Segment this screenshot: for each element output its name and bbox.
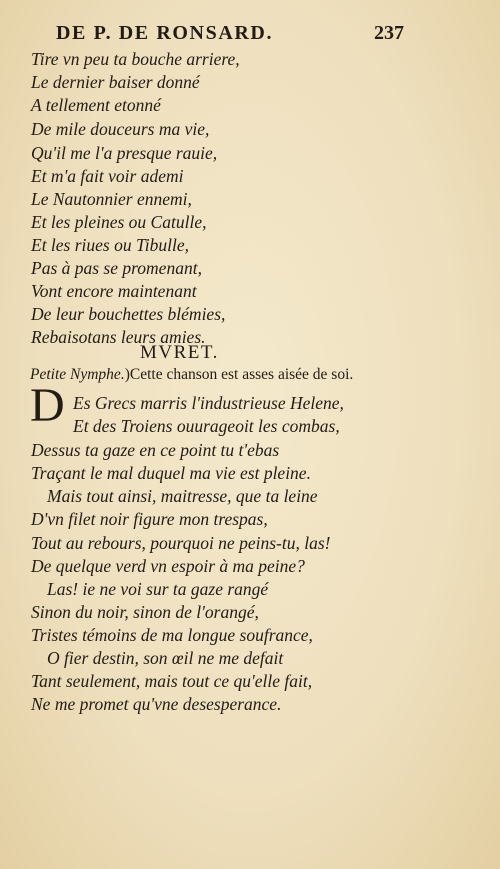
verse-line: De mile douceurs ma vie, (31, 119, 210, 139)
commentary-heading: MVRET. (140, 342, 219, 363)
page-number: 237 (374, 22, 404, 44)
drop-cap: D (30, 379, 65, 432)
commentary-cue: Petite Nymphe. (30, 366, 125, 383)
verse-line: Sinon du noir, sinon de l'orangé, (31, 602, 259, 622)
verse-line: Tristes témoins de ma longue soufrance, (31, 625, 313, 645)
verse-line: De quelque verd vn espoir à ma peine? (31, 556, 305, 576)
verse-line: Tant seulement, mais tout ce qu'elle fait, (31, 671, 313, 691)
verse-line: Et des Troiens ouurageoit les combas, (73, 416, 340, 436)
verse-line: Las! ie ne voi sur ta gaze rangé (47, 579, 269, 599)
verse-line: Qu'il me l'a presque rauie, (31, 143, 218, 163)
verse-line: Tire vn peu ta bouche arriere, (31, 49, 240, 69)
verse-line: Vont encore maintenant (31, 281, 197, 301)
verse-line: Es Grecs marris l'industrieuse Helene, (73, 393, 344, 413)
page-header (0, 20, 500, 50)
commentary-note (30, 366, 353, 384)
verse-line: Tout au rebours, pourquoi ne peins-tu, las! (31, 533, 331, 553)
verse-line: D'vn filet noir figure mon trespas, (31, 509, 268, 529)
verse-line: Le dernier baiser donné (31, 72, 200, 92)
verse-line: Dessus ta gaze en ce point tu t'ebas (31, 440, 280, 460)
verse-line: A tellement etonné (31, 95, 161, 115)
running-head: DE P. DE RONSARD. (56, 22, 274, 44)
verse-line: Mais tout ainsi, maitresse, que ta leine (47, 486, 318, 506)
verse-line: Et les pleines ou Catulle, (31, 212, 207, 232)
verse-line: Traçant le mal duquel ma vie est pleine. (31, 463, 311, 483)
verse-line: Et m'a fait voir ademi (31, 166, 184, 186)
verse-line: Le Nautonnier ennemi, (31, 189, 192, 209)
commentary-text: )Cette chanson est asses aisée de soi. (124, 366, 354, 383)
verse-line: Pas à pas se promenant, (31, 258, 202, 278)
verse-line: Et les riues ou Tibulle, (31, 235, 189, 255)
verse-line: O fier destin, son œil ne me defait (47, 648, 284, 668)
verse-line: Ne me promet qu'vne desesperance. (31, 694, 282, 714)
verse-line: De leur bouchettes blémies, (31, 304, 226, 324)
verse-line: Rebaisotans leurs amies. (31, 327, 206, 347)
